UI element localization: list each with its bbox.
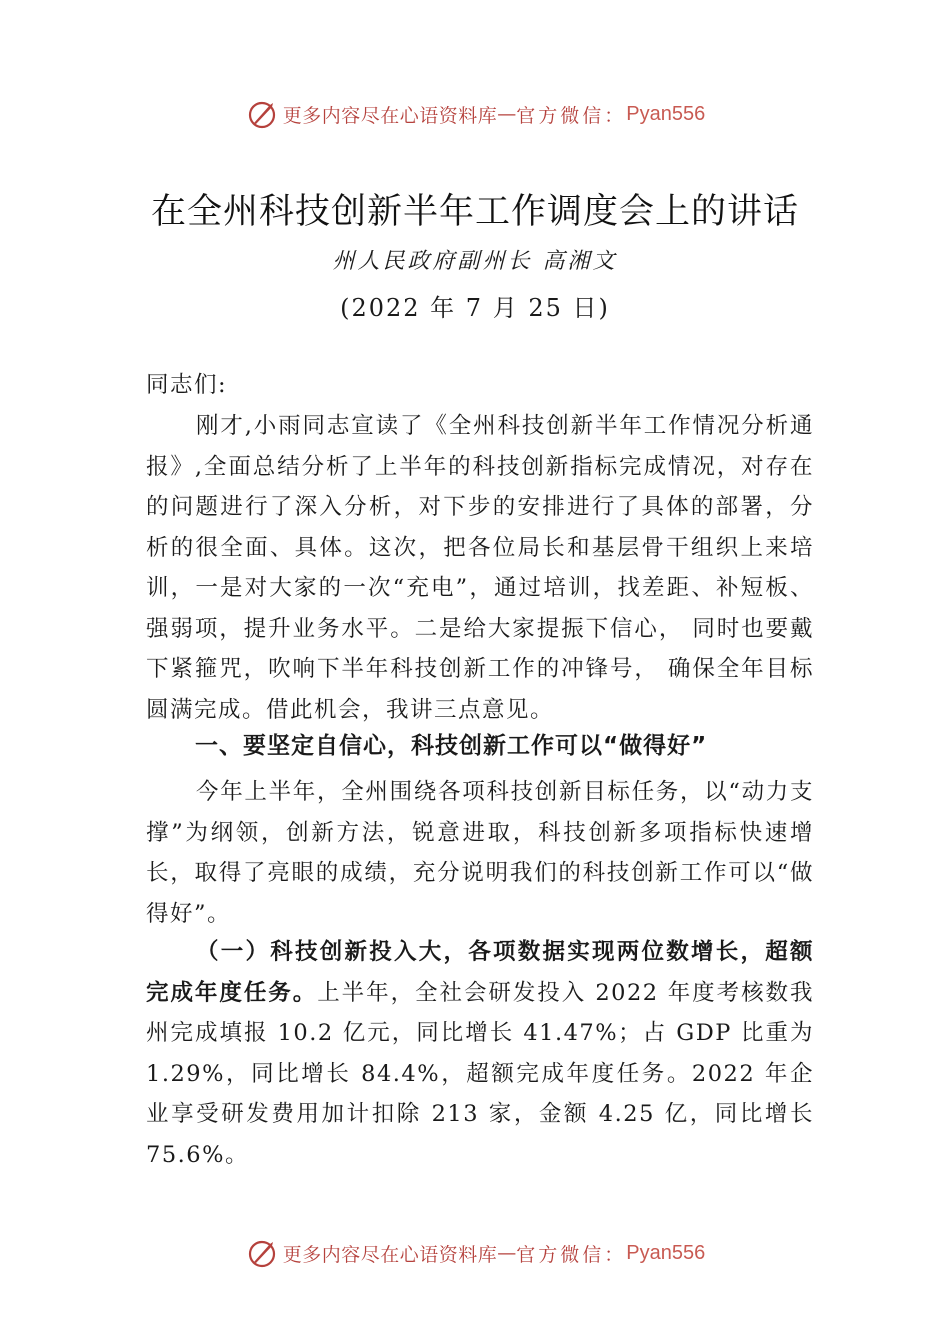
watermark-wechat-label: 官方微信： (516, 1243, 627, 1266)
watermark-wechat-id: Pyan556 (626, 102, 706, 125)
subsection-body: 上半年，全社会研发投入 2022 年度考核数我州完成填报 10.2 亿元，同比增长 41.47%；占 GDP 比重为 1.29%，同比增长 84.4%，超额完成年度任务。2022 年企业享受研发费用加计扣除 213 家，金额 4.25 亿，同比增长 75.6%。 (146, 979, 814, 1168)
watermark-site-text: 更多内容尽在心语资料库 (282, 1243, 498, 1266)
quill-pen-logo-icon (245, 1236, 279, 1270)
watermark-wechat-id: Pyan556 (626, 1241, 706, 1264)
paragraph-section1: 今年上半年，全州围绕各项科技创新目标任务，以“动力支撑”为纲领，创新方法，锐意进取，科技创新多项指标快速增长，取得了亮眼的成绩，充分说明我们的科技创新工作可以“做得好”。 (146, 779, 814, 927)
watermark-footer (0, 1233, 950, 1273)
document-author: 州人民政府副州长 高湘文 (332, 249, 618, 274)
watermark-header (0, 94, 950, 134)
subsection-lead: （一）科技创新投入大，各项数据实现两位数增长，超额完成年度任务。 (146, 939, 814, 1006)
paragraph-intro: 刚才,小雨同志宣读了《全州科技创新半年工作情况分析通报》,全面总结分析了上半年的科技创新指标完成情况，对存在的问题进行了深入分析，对下步的安排进行了具体的部署，分析的很全面、具体。这次，把各位局长和基层骨干组织上来培训，一是对大家的一次“充电”，通过培训，找差距、补短板、强弱项，提升业务水平。二是给大家提振下信心， 同时也要戴下紧箍咒，吹响下半年科技创新工作的冲锋号， 确保全年目标圆满完成。借此机会，我讲三点意见。 (146, 413, 814, 723)
document-date: (2022 年 7 月 25 日) (340, 294, 610, 322)
section-heading-1: 一、要坚定自信心，科技创新工作可以“做得好” (195, 733, 708, 759)
watermark-separator: — (497, 103, 517, 125)
watermark-wechat-label: 官方微信： (516, 104, 627, 127)
paragraph-subsection1 (146, 932, 814, 1175)
watermark-separator: — (497, 1242, 517, 1264)
greeting: 同志们: (146, 372, 228, 398)
quill-pen-logo-icon (245, 97, 279, 131)
watermark-site-text: 更多内容尽在心语资料库 (282, 104, 498, 127)
document-title: 在全州科技创新半年工作调度会上的讲话 (150, 192, 799, 232)
